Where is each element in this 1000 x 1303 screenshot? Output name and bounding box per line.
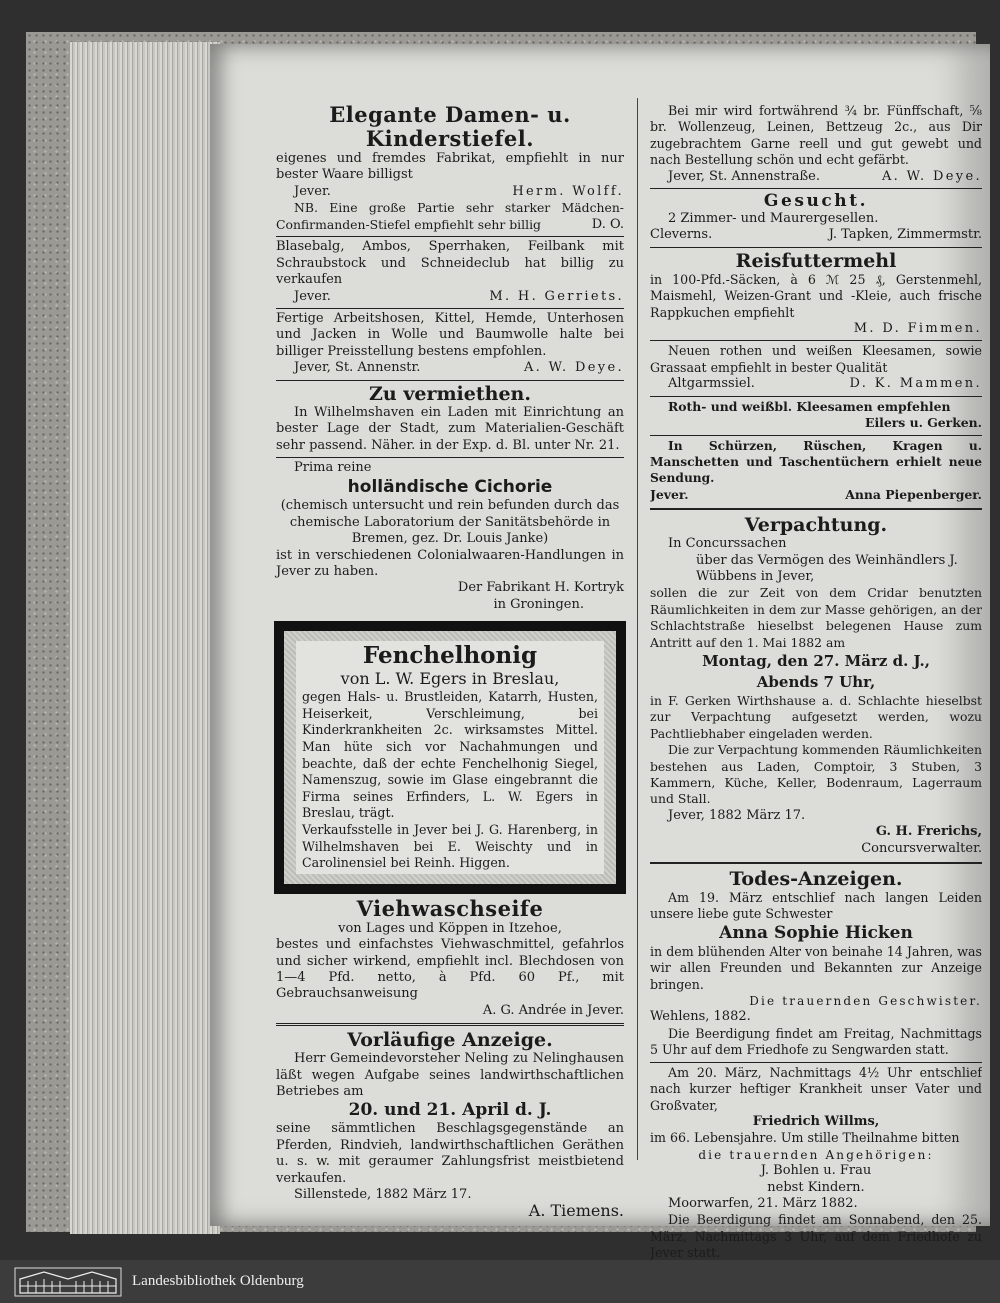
ad-weberei: [650, 102, 982, 187]
ad-name: Eilers u. Gerken.: [865, 415, 982, 431]
ad-place: Jever, 1882 März 17.: [668, 807, 806, 823]
ad-name: M. D. Fimmen.: [853, 321, 982, 337]
ad-body: gegen Hals- u. Brustleiden, Katarrh, Husten, Heiserkeit, Verschleimung, bei Kinderkrankheiten 2c. wirksamstes Mittel. Man hüte sich vor Nachahmungen und beachte, daß der echte Fenchelhonig Siegel, Namenszug, sowie im Glase eingebrannt die Firma seines Erfinders, L. W. Egers in Breslau, trägt.: [302, 689, 598, 821]
ad-title: Reisfuttermehl: [735, 249, 897, 272]
ad-sig-2: in Groningen.: [493, 596, 584, 612]
ad-name: A. Tiemens.: [528, 1201, 624, 1221]
ad-sig-3: nebst Kindern.: [767, 1179, 865, 1195]
ad-name: J. Tapken, Zimmermstr.: [828, 227, 982, 243]
divider-rule: [650, 396, 982, 397]
ad-body-2: ist in verschiedenen Colonialwaaren-Handlungen in Jever zu haben.: [276, 547, 624, 579]
ad-vermiethen: [276, 382, 624, 456]
ad-line-2: im 66. Lebensjahre. Um stille Theilnahme bitten: [650, 1130, 960, 1146]
ad-subtitle: von L. W. Egers in Breslau,: [340, 669, 560, 689]
ad-body: Bei mir wird fortwährend ¾ br. Fünffschaft, ⅝ br. Wollenzeug, Leinen, Bettzeug 2c., aus Dir zugebrachtem Garne reell und gut gewebt und nach Bestellung schön und echt gefärbt.: [650, 103, 982, 168]
ad-line: Am 20. März, Nachmittags 4½ Uhr entschlief nach kurzer heftiger Krankheit unser Vater und Großvater,: [650, 1064, 982, 1113]
ad-pretitle: Prima reine: [294, 459, 372, 475]
ad-body: (chemisch untersucht und rein befunden durch das chemische Laboratorium der Sanitätsbehörde in Bremen, gez. Dr. Louis Janke): [280, 498, 620, 547]
column-divider: [637, 98, 638, 1160]
ad-line: In Concurssachen: [668, 536, 787, 552]
ad-name: M. H. Gerriets.: [489, 288, 624, 304]
ad-body: in dem blühenden Alter von beinahe 14 Jahren, was wir allen Freunden und Bekannten zur Anzeige bringen.: [650, 943, 982, 992]
ad-date: 20. und 21. April d. J.: [348, 1100, 552, 1121]
ad-body: sollen die zur Zeit von dem Cridar benutzten Räumlichkeiten in dem zur Masse gehörigen, an der Schlachtstraße hieselbst belegenen Hause zum Antritt auf den 1. Mai 1882 am: [650, 585, 982, 650]
ad-schuerzen: [650, 437, 982, 506]
ad-name: Herm. Wolff.: [512, 183, 624, 199]
ad-sig: die trauernden Angehörigen:: [698, 1147, 934, 1162]
ad-kleesamen-2: [650, 398, 982, 434]
ad-place: Jever.: [650, 486, 689, 502]
ad-place: Jever, St. Annenstraße.: [668, 168, 820, 184]
divider-rule: [276, 380, 624, 381]
ad-body-2: seine sämmtlichen Beschlagsgegenstände an Pferden, Rindvieh, landwirthschaftlichen Geräthen u. s. w. mit geraumer Zahlungsfrist meistbietend verkaufen.: [276, 1121, 624, 1186]
ad-gesucht: [650, 190, 982, 246]
ad-sig: Die trauernden Geschwister.: [749, 994, 982, 1009]
ad-cichorie: [276, 459, 624, 615]
ad-title: Todes-Anzeigen.: [729, 868, 903, 891]
ad-body: Neuen rothen und weißen Kleesamen, sowie Grassaat empfiehlt in bester Qualität: [650, 343, 982, 375]
divider-rule: [650, 508, 982, 510]
ad-kleesamen: [650, 342, 982, 394]
divider-rule: [276, 457, 624, 458]
ad-place: Altgarmssiel.: [668, 376, 755, 392]
ad-note: NB. Eine große Partie sehr starker Mädchen-Confirmanden-Stiefel empfiehlt sehr billig: [276, 200, 624, 232]
ad-line: Am 19. März entschlief nach langen Leiden unsere liebe gute Schwester: [650, 890, 982, 922]
ad-subtitle: von Lages und Köppen in Itzehoe,: [338, 920, 562, 936]
ad-place: Jever.: [294, 183, 331, 199]
ad-body: Fertige Arbeitshosen, Kittel, Hemde, Unterhosen und Jacken in Wolle und Baumwolle halte bei billiger Preisstellung bestens empfohlen.: [276, 311, 624, 359]
ad-body: in 100-Pfd.-Säcken, à 6 ℳ 25 ₰, Gerstenmehl, Maismehl, Weizen-Grant und -Kleie, auch frische Rappkuchen empfiehlt: [650, 271, 982, 320]
left-column: [276, 102, 624, 1222]
ad-place: Wehlens, 1882.: [650, 1009, 751, 1025]
ad-title: Vorläufige Anzeige.: [347, 1029, 553, 1052]
ad-sig-2: J. Bohlen u. Frau: [760, 1163, 872, 1179]
ad-todesanzeige-hicken: [650, 867, 982, 1061]
ad-sig: A. G. Andrée in Jever.: [482, 1002, 624, 1018]
divider-rule: [276, 1023, 624, 1026]
ad-title: Fenchelhonig: [362, 642, 538, 670]
ad-line-2: über das Vermögen des Weinhändlers J. Wübbens in Jever,: [696, 552, 958, 584]
ad-deceased-name: Anna Sophie Hicken: [719, 922, 913, 943]
ad-burial: Die Beerdigung findet am Sonnabend, den 25. März, Nachmittags 3 Uhr, auf dem Friedhofe zu Jever statt.: [650, 1212, 982, 1260]
ad-name: D. K. Mammen.: [849, 376, 982, 392]
ad-name: A. W. Deye.: [881, 168, 982, 184]
ad-place: Cleverns.: [650, 227, 713, 243]
ad-viehwaschseife: [276, 896, 624, 1021]
ad-fenchelhonig: [276, 623, 624, 892]
divider-rule: [650, 435, 982, 436]
ad-verpachtung: [650, 513, 982, 859]
ad-arbeitshosen: [276, 310, 624, 379]
divider-rule: [650, 862, 982, 864]
divider-rule: [276, 236, 624, 237]
footer-bar: [0, 1260, 1000, 1303]
ad-body-2: in F. Gerken Wirthshause a. d. Schlachte hieselbst zur Verpachtung aufgesetzt werden, wozu Pachtliebhaber eingeladen werden.: [650, 692, 982, 741]
page-edges: [70, 42, 220, 1234]
ad-fenchelhonig-panel: [296, 641, 604, 874]
ad-body: Herr Gemeindevorsteher Neling zu Nelinghausen läßt wegen Aufgabe seines landwirthschaftlichen Betriebes am: [276, 1051, 624, 1099]
ad-name: G. H. Frerichs,: [875, 824, 982, 840]
ad-place: Jever.: [294, 288, 331, 304]
ad-vorlaeufige-anzeige: [276, 1028, 624, 1222]
ad-body: Roth- und weißbl. Kleesamen empfehlen: [668, 398, 951, 414]
ad-title: Viehwaschseife: [356, 895, 544, 921]
divider-rule: [650, 340, 982, 341]
footer-label: Landesbibliothek Oldenburg: [132, 1273, 304, 1289]
ad-body: eigenes und fremdes Fabrikat, empfiehlt in nur bester Waare billigst: [276, 151, 624, 183]
ad-body: Blasebalg, Ambos, Sperrhaken, Feilbank mit Schraubstock und Schneideclub hat billig zu verkaufen: [276, 239, 624, 288]
ad-body: bestes und einfachstes Viehwaschmittel, gefahrlos und sicher wirkend, empfiehlt incl. Blechdosen von 1—4 Pfd. netto, à Pfd. 60 Pf., mit Gebrauchsanweisung: [276, 937, 624, 1002]
ad-title: Zu vermiethen.: [369, 382, 531, 405]
ad-place: Moorwarfen, 21. März 1882.: [668, 1195, 858, 1211]
ad-role: Concursverwalter.: [861, 840, 982, 856]
ad-time: Abends 7 Uhr,: [756, 672, 876, 691]
ad-note-sig: D. O.: [591, 217, 624, 233]
ad-reisfuttermehl: [650, 249, 982, 340]
ad-sales: Verkaufsstelle in Jever bei J. G. Harenberg, in Wilhelmshaven bei E. Weischty und in Carolinensiel bei Reinh. Higgen.: [302, 821, 598, 871]
divider-rule: [650, 247, 982, 248]
ad-body: 2 Zimmer- und Maurergesellen.: [668, 211, 879, 227]
ad-sig: Der Fabrikant H. Kortryk: [457, 580, 624, 596]
ad-title: Elegante Damen- u. Kinderstiefel.: [329, 102, 571, 151]
ad-body-3: Die zur Verpachtung kommenden Räumlichkeiten bestehen aus Laden, Comptoir, 3 Stuben, 3 Kammern, Küche, Keller, Bodenraum, Lagerraum und Stall.: [650, 742, 982, 807]
ad-todesanzeige-willms: [650, 1064, 982, 1260]
ad-place: Jever, St. Annenstr.: [294, 360, 421, 376]
divider-rule: [276, 308, 624, 309]
divider-rule: [650, 1062, 982, 1063]
ad-body: In Schürzen, Rüschen, Kragen u. Manschetten und Taschentüchern erhielt neue Sendung.: [650, 438, 982, 486]
ad-title: Verpachtung.: [744, 514, 888, 537]
divider-rule: [650, 188, 982, 189]
ad-deceased-name: Friedrich Willms,: [752, 1113, 880, 1129]
ad-name: A. W. Deye.: [523, 360, 624, 376]
ad-title: holländische Cichorie: [347, 477, 553, 498]
ad-burial: Die Beerdigung findet am Freitag, Nachmittags 5 Uhr auf dem Friedhofe zu Sengwarden statt.: [650, 1025, 982, 1058]
ad-title: Gesucht.: [763, 191, 869, 212]
ad-blasebalg: [276, 238, 624, 307]
ad-name: Anna Piepenberger.: [845, 486, 982, 502]
ad-place: Sillenstede, 1882 März 17.: [294, 1186, 472, 1202]
right-column: [650, 102, 982, 1260]
ad-body: In Wilhelmshaven ein Laden mit Einrichtung an bester Lage der Stadt, zum Materialien-Geschäft sehr passend. Näher. in der Exp. d. Bl. unter Nr. 21.: [276, 404, 624, 453]
library-building-icon: [14, 1267, 122, 1297]
ad-damenstiefel: [276, 102, 624, 235]
ad-date: Montag, den 27. März d. J.,: [702, 651, 930, 670]
